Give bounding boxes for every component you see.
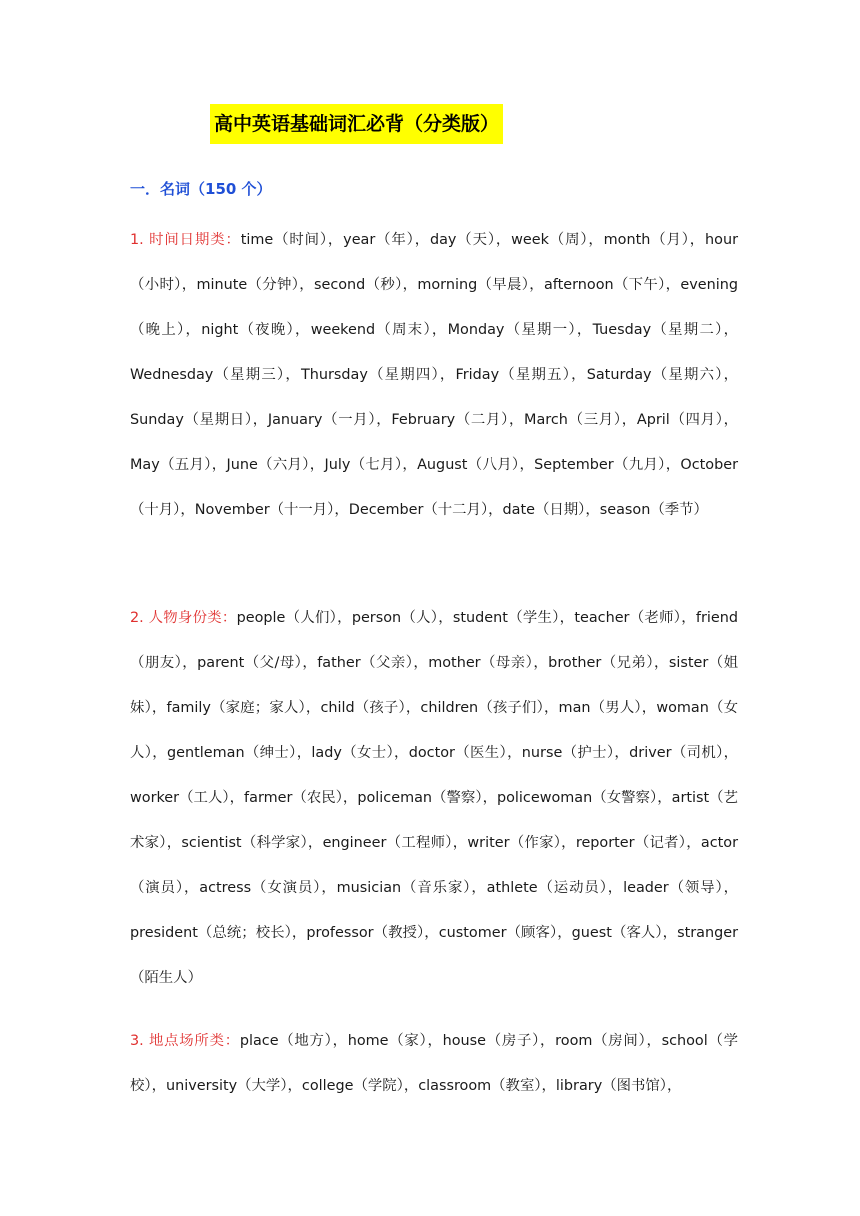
document-title: 高中英语基础词汇必背（分类版）	[210, 104, 503, 144]
category-text: time（时间），year（年），day（天），week（周），month（月），hour（小时），minute（分钟），second（秒），morning（早晨），afternoon（下午），evening（晚上），night（夜晚），weekend（周末），Monday（星期一），Tuesday（星期二），Wednesday（星期三），Thursday（星期四），Friday（星期五），Saturday（星期六），Sunday（星期日），January（一月），February（二月），March（三月），April（四月），May（五月），June（六月），July（七月），August（八月），September（九月），October（十月），November（十一月），December（十二月），date（日期），season（季节）	[130, 232, 738, 518]
category-paragraph-places	[130, 1019, 738, 1109]
section-heading-nouns: 一．名词（150 个）	[130, 180, 272, 198]
category-paragraph-time	[130, 218, 738, 533]
category-label: 2. 人物身份类：	[130, 610, 237, 626]
category-label: 1. 时间日期类：	[130, 232, 241, 248]
category-text: people（人们），person（人），student（学生），teacher（老师），friend（朋友），parent（父/母），father（父亲），mother（母亲），brother（兄弟），sister（姐妹），family（家庭；家人），child（孩子），children（孩子们），man（男人），woman（女人），gentleman（绅士），lady（女士），doctor（医生），nurse（护士），driver（司机），worker（工人），farmer（农民），policeman（警察），policewoman（女警察），artist（艺术家），scientist（科学家），engineer（工程师），writer（作家），reporter（记者），actor（演员），actress（女演员），musician（音乐家），athlete（运动员），leader（领导），president（总统；校长），professor（教授），customer（顾客），guest（客人），stranger（陌生人）	[130, 610, 738, 986]
category-paragraph-people	[130, 596, 738, 1001]
category-label: 3. 地点场所类：	[130, 1033, 240, 1049]
category-text: place（地方），home（家），house（房子），room（房间），school（学校），university（大学），college（学院），classroom（教室），library（图书馆），	[130, 1033, 738, 1094]
